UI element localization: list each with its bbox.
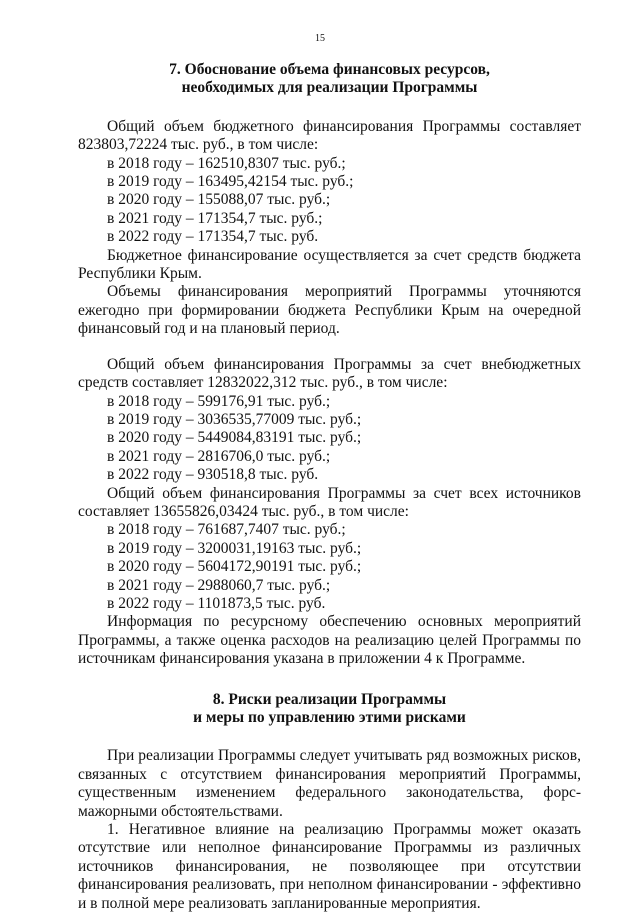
extrabudget-intro: Общий объем финансирования Программы за счет внебюджетных средств составляет 12832022,312 тыс. руб., в том числе: — [78, 355, 581, 392]
extrabudget-year-list — [78, 393, 581, 485]
list-item: в 2019 году – 163495,42154 тыс. руб.; — [107, 173, 354, 191]
list-item: в 2021 году – 171354,7 тыс. руб.; — [107, 209, 323, 227]
list-item: в 2018 году – 761687,7407 тыс. руб.; — [107, 521, 346, 539]
section-8-title-line2: и меры по управлению этими рисками — [193, 709, 466, 726]
list-item: в 2022 году – 1101873,5 тыс. руб. — [107, 594, 326, 612]
list-item: в 2022 году – 930518,8 тыс. руб. — [107, 466, 319, 484]
budget-clarification: Объемы финансирования мероприятий Программы уточняются ежегодно при формировании бюджета Республики Крым на очередной финансовый год и на плановый период. — [78, 283, 581, 338]
risks-intro: При реализации Программы следует учитывать ряд возможных рисков, связанных с отсутствием финансирования мероприятий Программы, существенным изменением федерального законодательства, форс-мажорными обстоятельствами. — [78, 747, 581, 820]
budget-source: Бюджетное финансирование осуществляется за счет средств бюджета Республики Крым. — [78, 246, 581, 283]
list-item: в 2021 году – 2816706,0 тыс. руб.; — [107, 447, 331, 465]
section-8-title-line1: 8. Риски реализации Программы — [212, 690, 447, 708]
section-7-title-line2: необходимых для реализации Программы — [181, 79, 478, 97]
list-item: в 2019 году – 3200031,19163 тыс. руб.; — [107, 539, 362, 557]
list-item: в 2020 году – 5449084,83191 тыс. руб.; — [107, 429, 362, 447]
list-item: в 2020 году – 155088,07 тыс. руб.; — [107, 191, 331, 209]
risk-item-1: 1. Негативное влияние на реализацию Программы может оказать отсутствие или неполное финансирование Программы из различных источников финансирования, не позволяющее при отсутствии финансирования реализовать, при неполном финансировании - эффективно и в полной мере реализовать запланированные мероприятия. — [78, 821, 581, 912]
list-item: в 2018 году – 599176,91 тыс. руб.; — [107, 392, 331, 410]
budget-intro: Общий объем бюджетного финансирования Программы составляет 823803,72224 тыс. руб., в том числе: — [78, 117, 581, 154]
total-intro: Общий объем финансирования Программы за счет всех источников составляет 13655826,03424 тыс. руб., в том числе: — [78, 484, 581, 520]
total-year-list — [78, 521, 581, 613]
section-8-title — [78, 691, 581, 728]
list-item: в 2019 году – 3036535,77009 тыс. руб.; — [107, 410, 362, 428]
budget-year-list — [78, 155, 581, 247]
list-item: в 2021 году – 2988060,7 тыс. руб.; — [107, 576, 331, 594]
section-7-title-line1: 7. Обоснование объема финансовых ресурсов, — [169, 61, 490, 78]
list-item: в 2022 году – 171354,7 тыс. руб. — [107, 228, 319, 246]
page-number: 15 — [315, 33, 325, 44]
resource-info: Информация по ресурсному обеспечению основных мероприятий Программы, а также оценка расходов на реализацию целей Программы по источникам финансирования указана в приложении 4 к Программе. — [78, 613, 581, 668]
list-item: в 2020 году – 5604172,90191 тыс. руб.; — [107, 558, 362, 576]
section-7-title — [78, 0, 581, 98]
list-item: в 2018 году – 162510,8307 тыс. руб.; — [107, 154, 346, 172]
